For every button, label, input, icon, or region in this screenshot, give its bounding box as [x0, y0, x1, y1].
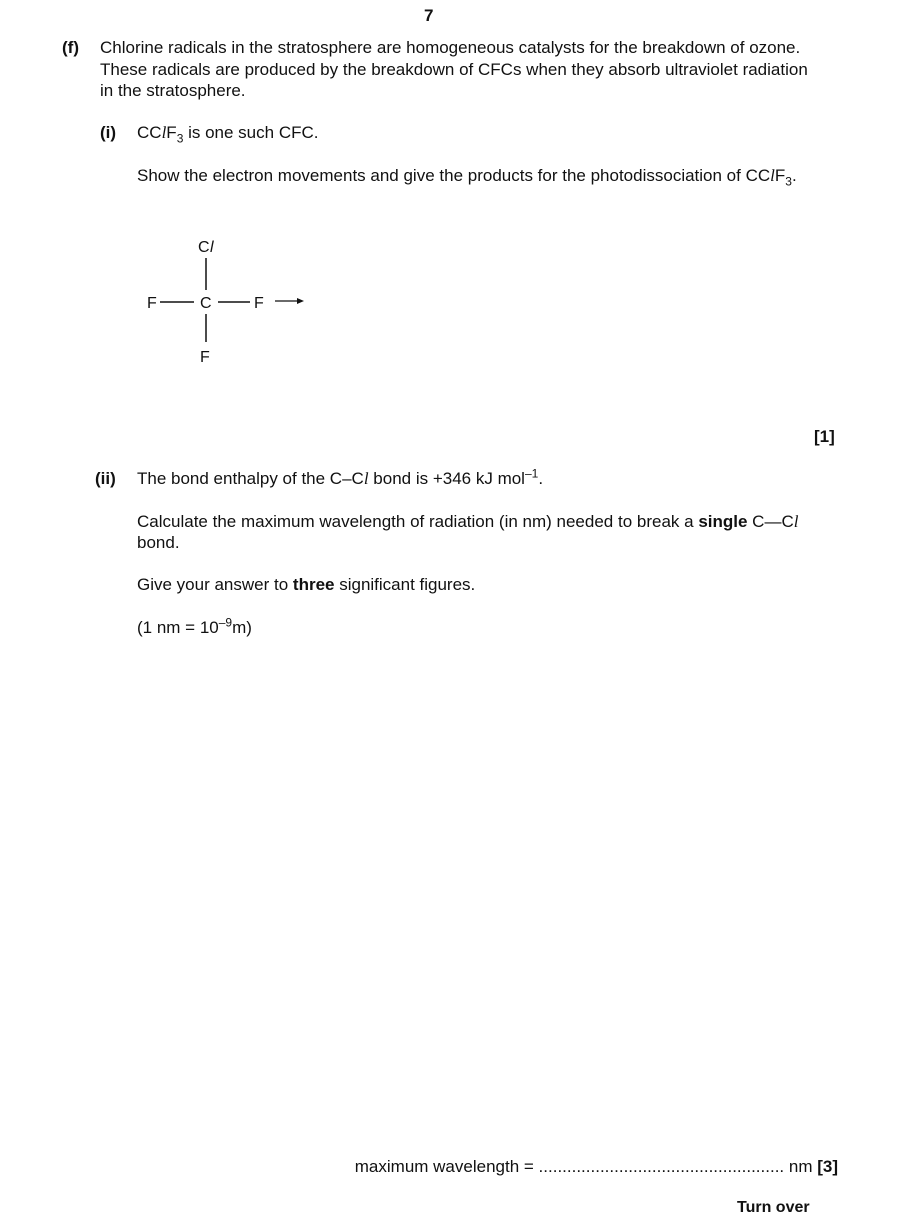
- right-atom: F: [254, 295, 264, 312]
- calc-text-b: C—C: [747, 512, 794, 531]
- sigfig-bold: three: [292, 575, 335, 594]
- part-f-line3: in the stratosphere.: [100, 81, 246, 100]
- part-f-line1: Chlorine radicals in the stratosphere are homogeneous catalysts for the breakdown of ozone.: [100, 38, 801, 57]
- conv-text-b: m): [232, 618, 252, 637]
- sigfig-text-a: Give your answer to: [137, 575, 293, 594]
- instruction-f: F: [774, 166, 786, 185]
- part-ii-conversion: [137, 615, 252, 638]
- answer-label: maximum wavelength =: [354, 1157, 539, 1176]
- part-i-intro-rest: is one such CFC.: [183, 123, 319, 142]
- instruction-end: .: [791, 166, 797, 185]
- enthalpy-text-a: The bond enthalpy of the C–C: [137, 469, 364, 488]
- part-i-instruction: [137, 166, 797, 189]
- instruction-text: Show the electron movements and give the products for the photodissociation of CC: [137, 166, 771, 185]
- formula-f: F: [166, 123, 177, 142]
- formula-subscript: 3: [176, 131, 184, 146]
- answer-marks: [3]: [817, 1157, 838, 1176]
- part-f-label: (f): [62, 38, 79, 57]
- part-ii-sigfig: [137, 575, 475, 595]
- formula-c: CC: [137, 123, 162, 142]
- ccl-f3-structure: [130, 228, 320, 373]
- instruction-subscript: 3: [785, 174, 792, 189]
- part-ii-calc-line2: bond.: [137, 533, 180, 552]
- answer-unit: nm: [784, 1157, 818, 1176]
- formula-l: l: [161, 123, 167, 142]
- answer-field[interactable]: ....................................................: [538, 1157, 785, 1176]
- answer-line: [355, 1157, 838, 1177]
- sigfig-text-b: significant figures.: [334, 575, 476, 594]
- instruction-l: l: [770, 166, 775, 185]
- turn-over: Turn over: [737, 1199, 810, 1216]
- left-atom: F: [147, 295, 157, 312]
- calc-bold: single: [698, 512, 748, 531]
- conv-text-a: (1 nm = 10: [137, 618, 219, 637]
- part-i-intro: [137, 123, 319, 146]
- top-atom-c: C: [198, 239, 210, 256]
- part-i-label: (i): [100, 123, 117, 142]
- center-atom: C: [200, 295, 212, 312]
- part-ii-label: (ii): [95, 469, 116, 488]
- part-i-marks: [1]: [814, 427, 835, 446]
- conv-sup: –9: [218, 615, 233, 630]
- reaction-arrow: [275, 298, 304, 304]
- bottom-atom: F: [200, 349, 210, 366]
- calc-text-a: Calculate the maximum wavelength of radiation (in nm) needed to break a: [137, 512, 699, 531]
- enthalpy-text-b: bond is +346 kJ mol: [368, 469, 525, 488]
- calc-l: l: [793, 512, 799, 531]
- top-atom-l: l: [210, 239, 214, 256]
- part-ii-calc-line1: [137, 512, 798, 532]
- page-number: 7: [424, 6, 434, 25]
- enthalpy-end: .: [538, 469, 544, 488]
- part-f-line2: These radicals are produced by the breakdown of CFCs when they absorb ultraviolet radiation: [100, 60, 808, 79]
- enthalpy-l: l: [363, 469, 369, 488]
- part-ii-enthalpy: [137, 466, 544, 489]
- enthalpy-sup: –1: [524, 466, 539, 481]
